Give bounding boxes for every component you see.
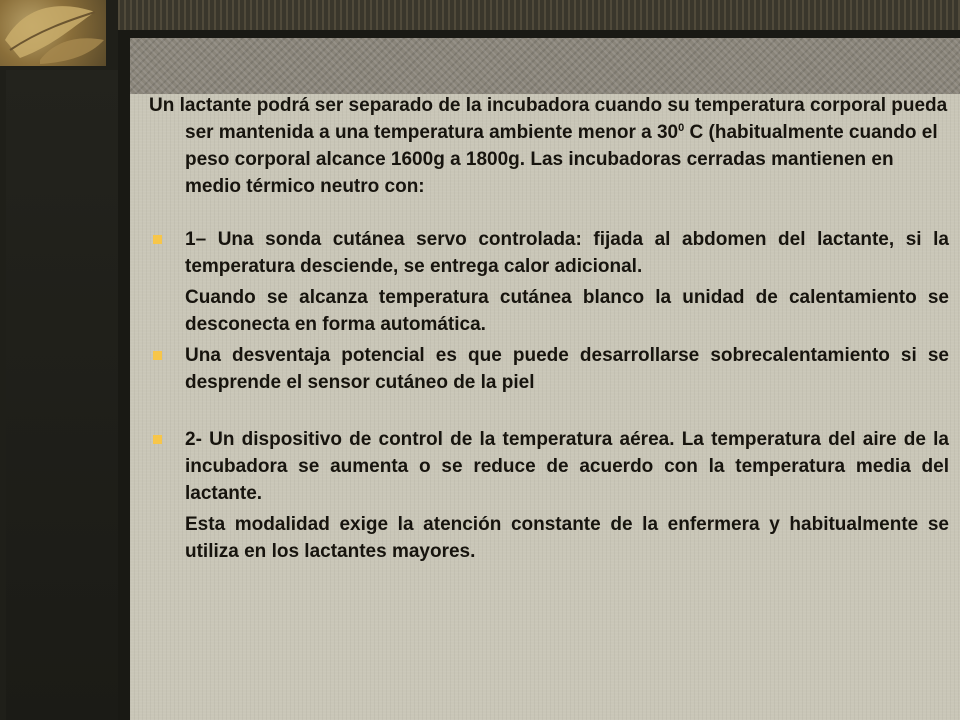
intro-superscript: 0 xyxy=(678,122,685,134)
spacer xyxy=(149,200,949,226)
bullet-paragraph-2 xyxy=(185,342,949,396)
top-band-texture xyxy=(118,0,960,30)
paragraph-text: 1– Una sonda cutánea servo controlada: fijada al abdomen del lactante, si la temperatura desciende, se entrega calor adicional. xyxy=(185,229,949,277)
paragraph-text: Cuando se alcanza temperatura cutánea blanco la unidad de calentamiento se desconecta en forma automática. xyxy=(185,287,949,335)
slide-text xyxy=(149,92,949,569)
stone-texture-band xyxy=(130,38,960,94)
leaf-image xyxy=(0,0,106,66)
paragraph-text: Una desventaja potencial es que puede desarrollarse sobrecalentamiento si se desprende el sensor cutáneo de la piel xyxy=(185,345,949,393)
bullet-square-icon xyxy=(153,235,162,244)
left-dark-panel xyxy=(6,70,118,720)
paragraph-text: 2- Un dispositivo de control de la temperatura aérea. La temperatura del aire de la incubadora se aumenta o se reduce de acuerdo con la temperatura media del lactante. xyxy=(185,429,949,504)
intro-text: Un lactante podrá ser separado de la incubadora cuando su temperatura corporal pueda ser mantenida a una temperatura ambiente menor a 30 xyxy=(149,95,948,143)
intro-text-end: C (habitualmente cuando el peso corporal alcance 1600g a 1800g. Las incubadoras cerradas mantienen en medio térmico neutro con: xyxy=(185,122,938,197)
bullet-square-icon xyxy=(153,435,162,444)
bullet-square-icon xyxy=(153,351,162,360)
intro-paragraph xyxy=(149,92,949,200)
continuation-paragraph-2 xyxy=(185,511,949,565)
leaf-icon xyxy=(0,0,106,66)
bullet-paragraph-3 xyxy=(185,426,949,507)
spacer xyxy=(149,400,949,426)
paragraph-text: Esta modalidad exige la atención constante de la enfermera y habitualmente se utiliza en los lactantes mayores. xyxy=(185,514,949,562)
continuation-paragraph-1 xyxy=(185,284,949,338)
bullet-paragraph-1 xyxy=(185,226,949,280)
